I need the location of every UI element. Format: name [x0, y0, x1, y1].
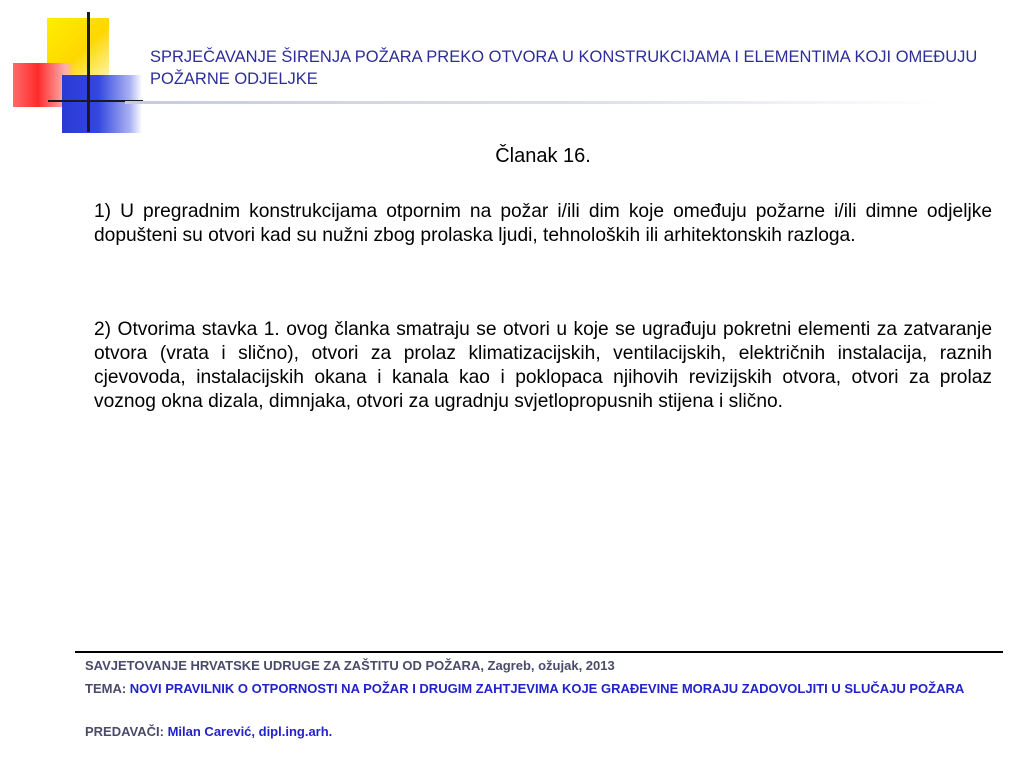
blue-square-shape — [62, 75, 142, 133]
footer-event: SAVJETOVANJE HRVATSKE UDRUGE ZA ZAŠTITU OD POŽARA, Zagreb, ožujak, 2013 — [85, 658, 615, 673]
article-paragraph-2: 2) Otvorima stavka 1. ovog članka smatraju se otvori u koje se ugrađuju pokretni elementi za zatvaranje otvora (vrata i slično), otvori za prolaz klimatizacijskih, ventilacijskih, električnih instalacija, raznih cjevovoda, instalacijskih okana i kanala kao i poklopaca njihovih revizijskih otvora, otvori za prolaz voznog okna dizala, dimnjaka, otvori za ugradnju svjetlopropusnih stijena i slično. — [94, 319, 992, 412]
footer-topic — [85, 679, 985, 698]
presenter-name: Milan Carević, dipl.ing.arh. — [167, 724, 333, 739]
topic-text: NOVI PRAVILNIK O OTPORNOSTI NA POŽAR I DRUGIM ZAHTJEVIMA KOJE GRAĐEVINE MORAJU ZADOVOLJITI U SLUČAJU POŽARA — [129, 681, 965, 696]
slide-title: SPRJEČAVANJE ŠIRENJA POŽARA PREKO OTVORA U KONSTRUKCIJAMA I ELEMENTIMA KOJI OMEĐUJU POŽARNE ODJELJKE — [150, 48, 978, 88]
article-paragraph-1: 1) U pregradnim konstrukcijama otpornim na požar i/ili dim koje omeđuju požarne i/ili dimne odjeljke dopušteni su otvori kad su nužni zbog prolaska ljudi, tehnoloških ili arhitektonskih razloga. — [94, 201, 992, 246]
footer-presenter — [85, 722, 985, 741]
decorative-logo — [0, 0, 150, 140]
topic-label: TEMA: — [85, 681, 127, 696]
presenter-label: PREDAVAČI: — [85, 724, 164, 739]
vertical-line-shape — [87, 12, 90, 132]
article-heading: Članak 16. — [495, 145, 591, 167]
title-divider — [125, 101, 945, 104]
footer-divider — [75, 651, 1003, 653]
